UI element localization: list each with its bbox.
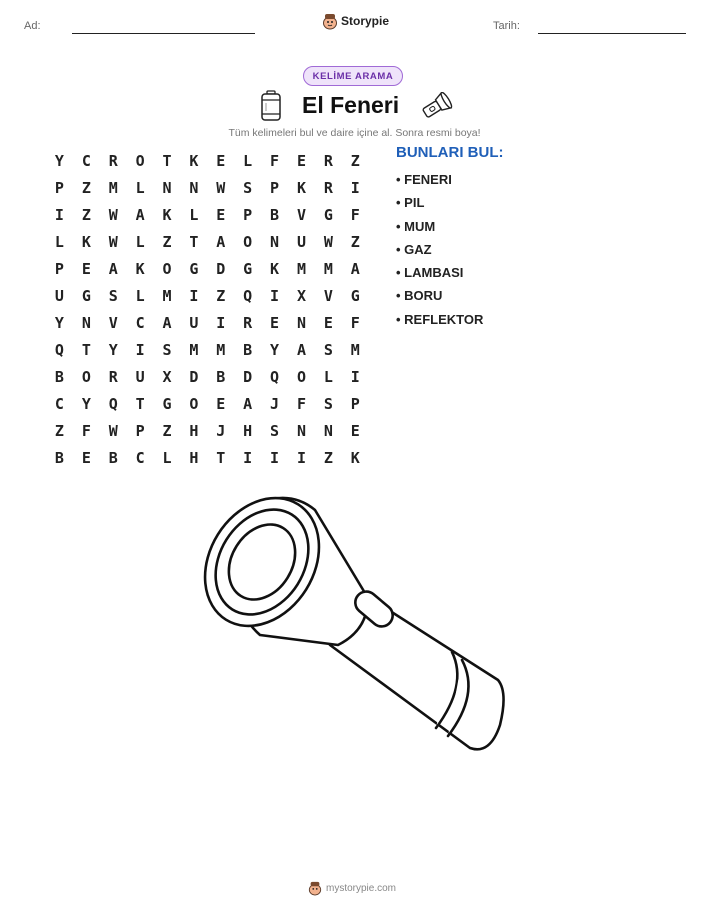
word-list-item: • FENERI (396, 170, 483, 193)
word-list-item: • PIL (396, 193, 483, 216)
grid-letter: I (189, 286, 199, 305)
grid-letter: J (216, 421, 226, 440)
word-list-item: • MUM (396, 217, 483, 240)
grid-letter: R (108, 367, 118, 386)
grid-letter: Q (54, 340, 64, 359)
grid-letter: O (162, 259, 172, 278)
grid-letter: I (350, 178, 360, 197)
grid-letter: Y (54, 313, 64, 332)
grid-letter: G (323, 205, 333, 224)
grid-letter: A (135, 205, 145, 224)
grid-letter: K (135, 259, 145, 278)
grid-letter: B (54, 367, 64, 386)
flashlight-illustration (190, 480, 520, 765)
grid-letter: E (323, 313, 333, 332)
grid-letter: S (243, 178, 253, 197)
grid-letter: P (54, 178, 64, 197)
grid-letter: H (243, 421, 253, 440)
grid-letter: T (189, 232, 199, 251)
grid-letter: K (162, 205, 172, 224)
grid-letter: W (108, 205, 118, 224)
category-badge: KELİME ARAMA (303, 66, 403, 86)
grid-letter: R (323, 151, 333, 170)
grid-letter: U (296, 232, 306, 251)
grid-letter: J (270, 394, 280, 413)
grid-letter: I (54, 205, 64, 224)
brand-logo (322, 12, 389, 30)
grid-letter: O (243, 232, 253, 251)
grid-letter: R (323, 178, 333, 197)
grid-letter: C (135, 313, 145, 332)
grid-letter: T (162, 151, 172, 170)
grid-letter: Y (108, 340, 118, 359)
grid-letter: K (81, 232, 91, 251)
grid-letter: P (270, 178, 280, 197)
grid-letter: I (243, 448, 253, 467)
grid-letter: B (243, 340, 253, 359)
word-search-grid (46, 147, 369, 471)
grid-letter: H (189, 448, 199, 467)
grid-letter: D (189, 367, 199, 386)
grid-letter: H (189, 421, 199, 440)
grid-letter: K (270, 259, 280, 278)
grid-letter: O (296, 367, 306, 386)
grid-letter: W (323, 232, 333, 251)
grid-letter: N (270, 232, 280, 251)
grid-letter: C (54, 394, 64, 413)
grid-letter: F (296, 394, 306, 413)
grid-letter: F (350, 313, 360, 332)
grid-letter: P (243, 205, 253, 224)
grid-letter: D (216, 259, 226, 278)
grid-letter: S (323, 340, 333, 359)
grid-letter: B (108, 448, 118, 467)
grid-letter: E (81, 448, 91, 467)
battery-icon (260, 90, 282, 122)
grid-letter: P (135, 421, 145, 440)
grid-letter: F (81, 421, 91, 440)
grid-letter: U (135, 367, 145, 386)
page-title: El Feneri (302, 92, 400, 118)
grid-letter: O (189, 394, 199, 413)
grid-letter: A (243, 394, 253, 413)
grid-letter: L (135, 178, 145, 197)
grid-letter: V (108, 313, 118, 332)
grid-letter: Y (54, 151, 64, 170)
grid-letter: Z (162, 421, 172, 440)
grid-letter: I (270, 448, 280, 467)
footer (308, 880, 396, 896)
name-label: Ad: (24, 20, 41, 32)
grid-letter: B (54, 448, 64, 467)
name-line (72, 33, 255, 34)
grid-letter: K (296, 178, 306, 197)
storypie-mascot-icon (308, 880, 322, 896)
grid-letter: A (216, 232, 226, 251)
brand-name: Storypie (341, 14, 390, 28)
grid-letter: T (216, 448, 226, 467)
grid-letter: L (162, 448, 172, 467)
grid-letter: M (350, 340, 360, 359)
grid-letter: G (81, 286, 91, 305)
grid-letter: L (135, 232, 145, 251)
grid-letter: C (81, 151, 91, 170)
grid-letter: N (189, 178, 199, 197)
word-list-item: • GAZ (396, 240, 483, 263)
grid-letter: E (296, 151, 306, 170)
instructions: Tüm kelimeleri bul ve daire içine al. Sonra resmi boya! (228, 127, 481, 139)
grid-letter: Y (270, 340, 280, 359)
grid-letter: G (243, 259, 253, 278)
grid-letter: N (296, 313, 306, 332)
grid-letter: M (108, 178, 118, 197)
grid-letter: L (54, 232, 64, 251)
grid-letter: P (350, 394, 360, 413)
word-list-title: BUNLARI BUL: (396, 144, 504, 161)
grid-letter: B (270, 205, 280, 224)
grid-letter: A (162, 313, 172, 332)
grid-letter: I (216, 313, 226, 332)
grid-letter: W (108, 232, 118, 251)
grid-letter: A (108, 259, 118, 278)
grid-letter: M (323, 259, 333, 278)
grid-letter: K (350, 448, 360, 467)
grid-letter: A (350, 259, 360, 278)
word-list-item: • BORU (396, 286, 483, 309)
grid-letter: F (350, 205, 360, 224)
grid-letter: L (135, 286, 145, 305)
grid-letter: N (81, 313, 91, 332)
grid-letter: X (162, 367, 172, 386)
grid-letter: W (216, 178, 226, 197)
grid-letter: G (350, 286, 360, 305)
grid-letter: K (189, 151, 199, 170)
grid-letter: Z (350, 232, 360, 251)
grid-letter: I (350, 367, 360, 386)
grid-letter: S (323, 394, 333, 413)
grid-letter: S (270, 421, 280, 440)
grid-letter: I (135, 340, 145, 359)
flashlight-icon (420, 92, 454, 120)
grid-letter: G (189, 259, 199, 278)
word-list-item: • REFLEKTOR (396, 310, 483, 333)
word-list-item: • LAMBASI (396, 263, 483, 286)
grid-letter: E (270, 313, 280, 332)
grid-letter: T (135, 394, 145, 413)
word-list (396, 170, 483, 333)
grid-letter: M (216, 340, 226, 359)
grid-letter: E (350, 421, 360, 440)
grid-letter: N (162, 178, 172, 197)
grid-letter: Z (162, 232, 172, 251)
grid-letter: O (135, 151, 145, 170)
grid-letter: Z (216, 286, 226, 305)
grid-letter: Q (108, 394, 118, 413)
grid-letter: T (81, 340, 91, 359)
date-line (538, 33, 686, 34)
grid-letter: R (243, 313, 253, 332)
grid-letter: D (243, 367, 253, 386)
grid-letter: X (296, 286, 306, 305)
grid-letter: Z (81, 205, 91, 224)
grid-letter: V (296, 205, 306, 224)
grid-letter: B (216, 367, 226, 386)
grid-letter: V (323, 286, 333, 305)
grid-letter: Q (243, 286, 253, 305)
grid-letter: E (216, 151, 226, 170)
grid-letter: M (162, 286, 172, 305)
grid-letter: L (323, 367, 333, 386)
grid-letter: F (270, 151, 280, 170)
grid-letter: S (162, 340, 172, 359)
grid-letter: P (54, 259, 64, 278)
grid-letter: Q (270, 367, 280, 386)
grid-letter: O (81, 367, 91, 386)
grid-letter: W (108, 421, 118, 440)
grid-letter: N (296, 421, 306, 440)
grid-letter: I (296, 448, 306, 467)
grid-letter: L (243, 151, 253, 170)
grid-letter: S (108, 286, 118, 305)
grid-letter: Z (54, 421, 64, 440)
storypie-mascot-icon (322, 12, 338, 30)
footer-url: mystorypie.com (326, 882, 397, 894)
grid-letter: L (189, 205, 199, 224)
date-label: Tarih: (493, 20, 520, 32)
grid-letter: M (189, 340, 199, 359)
grid-letter: Z (323, 448, 333, 467)
grid-letter: G (162, 394, 172, 413)
grid-letter: E (216, 205, 226, 224)
grid-letter: I (270, 286, 280, 305)
grid-letter: Z (350, 151, 360, 170)
grid-letter: U (54, 286, 64, 305)
grid-letter: C (135, 448, 145, 467)
grid-letter: A (296, 340, 306, 359)
grid-letter: E (81, 259, 91, 278)
grid-letter: Y (81, 394, 91, 413)
grid-letter: U (189, 313, 199, 332)
grid-letter: Z (81, 178, 91, 197)
grid-letter: E (216, 394, 226, 413)
grid-letter: M (296, 259, 306, 278)
grid-letter: N (323, 421, 333, 440)
grid-letter: R (108, 151, 118, 170)
